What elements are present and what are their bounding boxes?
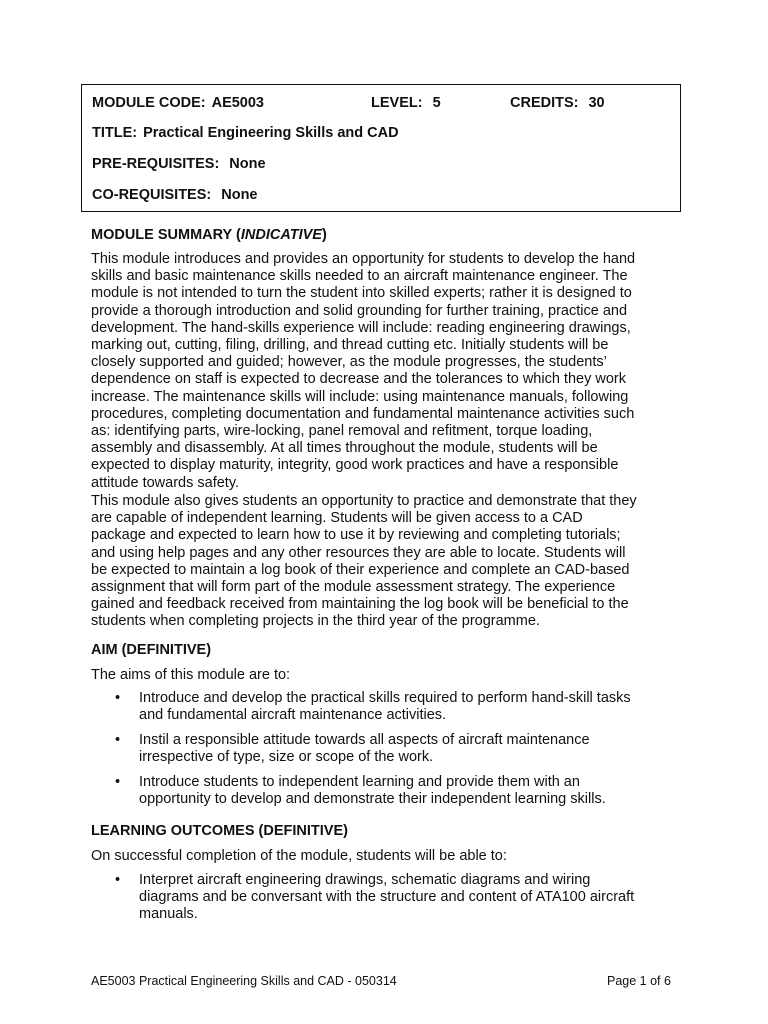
- bullet-line: irrespective of type, size or scope of the work.: [139, 749, 434, 766]
- paragraph-line: package and expected to learn how to use it by reviewing and completing tutorials;: [91, 527, 621, 544]
- paragraph-line: as: identifying parts, wire-locking, panel removal and refitment, torque loading,: [91, 423, 593, 440]
- paragraph-line: increase. The maintenance skills will include: using maintenance manuals, following: [91, 388, 629, 405]
- corequisites-label: CO-REQUISITES:: [92, 187, 212, 203]
- title-label: TITLE:: [92, 125, 138, 141]
- bullet-line: Instil a responsible attitude towards all aspects of aircraft maintenance: [139, 732, 590, 748]
- corequisites-row: [92, 187, 257, 203]
- learning-outcomes-intro: [91, 848, 691, 865]
- paragraph-line: assignment that will form part of the module assessment strategy. The experience: [91, 579, 616, 596]
- paragraph-line: marking out, cutting, filing, drilling, and thread cutting etc. Initially students will be: [91, 337, 609, 354]
- credits-value: 30: [588, 95, 605, 111]
- paragraph-line: This module also gives students an opportunity to practice and demonstrate that they: [91, 493, 637, 509]
- bullet-line: Introduce and develop the practical skills required to perform hand-skill tasks: [139, 690, 631, 706]
- paragraph-line: development. The hand-skills experience will include: reading engineering drawings,: [91, 319, 631, 336]
- module-code-row: [92, 95, 264, 111]
- paragraph-line: and using help pages and any other resources they are able to locate. Students will: [91, 544, 626, 561]
- bullet-line: Introduce students to independent learning and provide them with an: [139, 774, 580, 790]
- module-summary-heading-italic: INDICATIVE: [240, 227, 322, 243]
- aim-intro-text: The aims of this module are to:: [91, 667, 291, 683]
- bullet-line: and fundamental aircraft maintenance activities.: [139, 707, 447, 724]
- level-row: [371, 95, 441, 111]
- footer-left: AE5003 Practical Engineering Skills and CAD - 050314: [91, 974, 397, 988]
- module-summary-heading: [91, 227, 327, 243]
- corequisites-value: None: [221, 187, 258, 203]
- bullet-line: diagrams and be conversant with the structure and content of ATA100 aircraft: [139, 889, 635, 906]
- bullet-line: Interpret aircraft engineering drawings, schematic diagrams and wiring: [139, 872, 591, 888]
- summary-paragraph-1: [91, 251, 691, 492]
- paragraph-line: attitude towards safety.: [91, 474, 240, 491]
- aim-heading: AIM (DEFINITIVE): [91, 642, 212, 658]
- paragraph-line: procedures, completing documentation and fundamental maintenance activities such: [91, 405, 635, 422]
- learning-outcomes-heading: LEARNING OUTCOMES (DEFINITIVE): [91, 823, 348, 839]
- level-label: LEVEL:: [371, 95, 423, 111]
- summary-paragraph-2: [91, 493, 691, 631]
- paragraph-line: dependence on staff is expected to decrease and the tolerances to which they work: [91, 371, 626, 388]
- paragraph-line: are capable of independent learning. Students will be given access to a CAD: [91, 510, 583, 527]
- paragraph-line: be expected to maintain a log book of their experience and complete an CAD-based: [91, 561, 630, 578]
- credits-label: CREDITS:: [510, 95, 579, 111]
- paragraph-line: expected to display maturity, integrity, good work practices and have a responsible: [91, 457, 619, 474]
- learning-outcomes-intro-text: On successful completion of the module, students will be able to:: [91, 848, 507, 864]
- credits-row: [510, 95, 605, 111]
- module-code-value: AE5003: [211, 95, 264, 111]
- bullet-icon: •: [115, 690, 121, 706]
- paragraph-line: provide a thorough introduction and solid grounding for further training, practice and: [91, 302, 628, 319]
- bullet-icon: •: [115, 872, 121, 888]
- paragraph-line: This module introduces and provides an opportunity for students to develop the hand: [91, 251, 636, 267]
- module-summary-heading-prefix: MODULE SUMMARY (: [91, 227, 241, 243]
- title-row: [92, 125, 399, 141]
- paragraph-line: closely supported and guided; however, as the module progresses, the students’: [91, 354, 607, 371]
- title-value: Practical Engineering Skills and CAD: [143, 125, 399, 141]
- paragraph-line: gained and feedback received from maintaining the log book will be beneficial to the: [91, 596, 629, 613]
- paragraph-line: assembly and disassembly. At all times throughout the module, students will be: [91, 440, 598, 457]
- bullet-line: manuals.: [139, 906, 198, 923]
- bullet-icon: •: [115, 732, 121, 748]
- bullet-icon: •: [115, 774, 121, 790]
- level-value: 5: [432, 95, 441, 111]
- module-info-box: [81, 84, 681, 212]
- module-summary-heading-suffix: ): [321, 227, 327, 243]
- bullet-line: opportunity to develop and demonstrate their independent learning skills.: [139, 791, 606, 808]
- paragraph-line: students when completing projects in the third year of the programme.: [91, 613, 540, 630]
- footer-page-number: Page 1 of 6: [607, 974, 671, 988]
- module-code-label: MODULE CODE:: [92, 95, 206, 111]
- prerequisites-row: [92, 156, 266, 172]
- aim-intro: [91, 667, 691, 684]
- prerequisites-label: PRE-REQUISITES:: [92, 156, 220, 172]
- paragraph-line: module is not intended to turn the student into skilled experts; rather it is designed to: [91, 285, 632, 302]
- prerequisites-value: None: [229, 156, 266, 172]
- paragraph-line: skills and basic maintenance skills needed to an aircraft maintenance engineer. The: [91, 268, 628, 285]
